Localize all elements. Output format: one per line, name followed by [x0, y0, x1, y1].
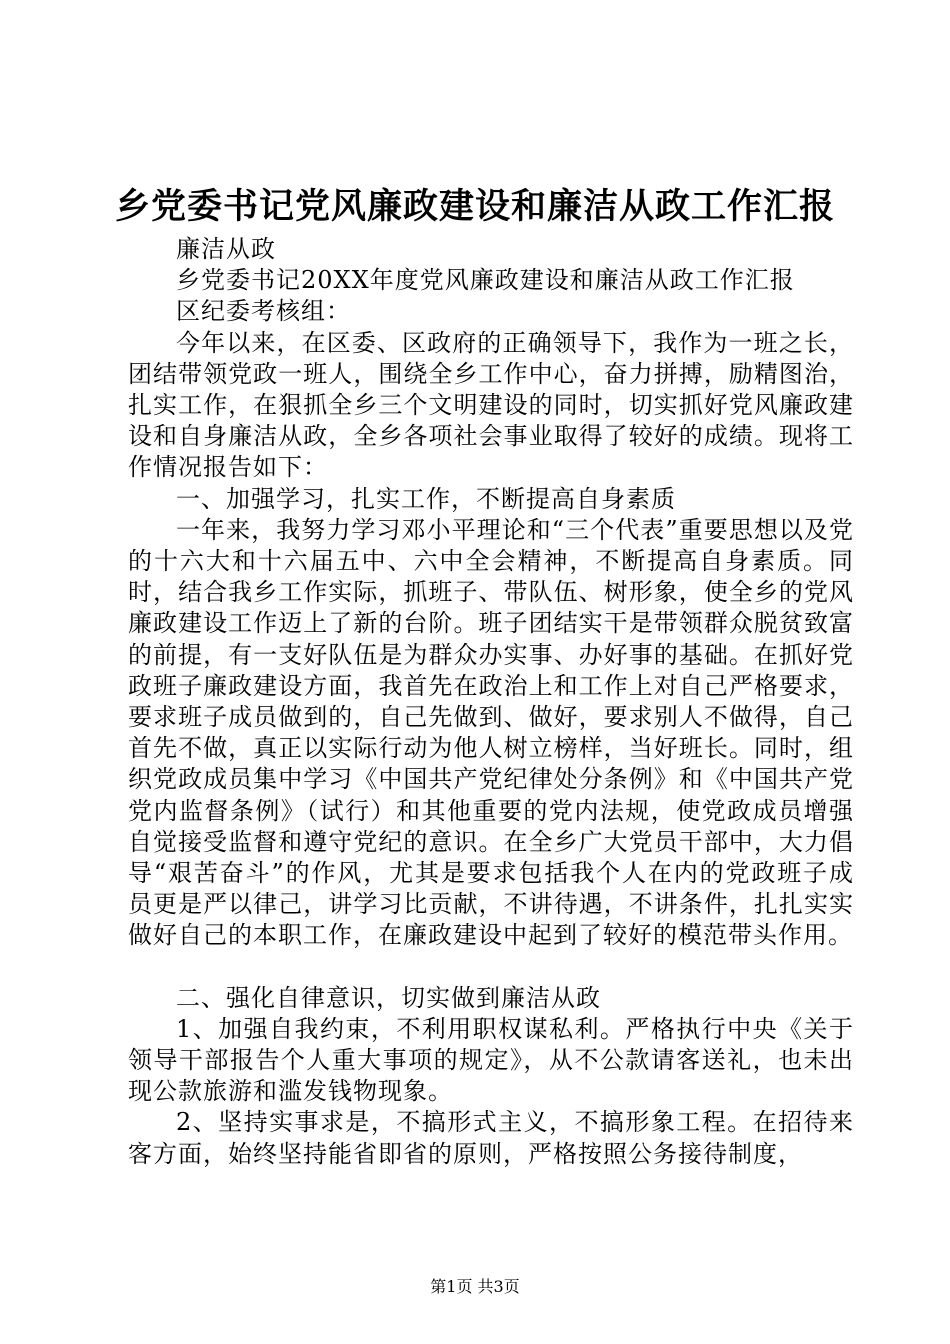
section-heading-2: 二、强化自律意识，切实做到廉洁从政	[176, 983, 601, 1012]
paragraph-salutation: 区纪委考核组：	[176, 297, 351, 326]
paragraph-intro: 今年以来，在区委、区政府的正确领导下，我作为一班之长，团结带领党政一班人，围绕全乡工作中心，奋力拼搏，励精图治，扎实工作，在狠抓全乡三个文明建设的同时，切实抓好党风廉政建设和自身廉洁从政，全乡各项社会事业取得了较好的成绩。现将工作情况报告如下：	[128, 328, 854, 482]
paragraph-item-2: 2、坚持实事求是，不搞形式主义，不搞形象工程。在招待来客方面，始终坚持能省即省的原则，严格按照公务接待制度，	[128, 1108, 854, 1168]
page-number-label: 第1页 共3页	[430, 1277, 520, 1296]
paragraph-item-1: 1、加强自我约束，不利用职权谋私利。严格执行中央《关于领导干部报告个人重大事项的规定》，从不公款请客送礼，也未出现公款旅游和滥发钱物现象。	[128, 1014, 854, 1106]
document-body	[128, 234, 854, 1170]
paragraph-subtitle: 乡党委书记20XX年度党风廉政建设和廉洁从政工作汇报	[176, 266, 795, 295]
paragraph-category: 廉洁从政	[176, 235, 276, 263]
page-footer	[0, 1276, 950, 1298]
document-title: 乡党委书记党风廉政建设和廉洁从政工作汇报	[114, 186, 835, 227]
section-heading-1: 一、加强学习，扎实工作，不断提高自身素质	[176, 484, 676, 513]
paragraph-section-1: 一年来，我努力学习邓小平理论和“三个代表”重要思想以及党的十六大和十六届五中、六中全会精神，不断提高自身素质。同时，结合我乡工作实际，抓班子、带队伍、树形象，使全乡的党风廉政建设工作迈上了新的台阶。班子团结实干是带领群众脱贫致富的前提，有一支好队伍是为群众办实事、办好事的基础。在抓好党政班子廉政建设方面，我首先在政治上和工作上对自己严格要求，要求班子成员做到的，自己先做到、做好，要求别人不做得，自己首先不做，真正以实际行动为他人树立榜样，当好班长。同时，组织党政成员集中学习《中国共产党纪律处分条例》和《中国共产党党内监督条例》（试行）和其他重要的党内法规，使党政成员增强自觉接受监督和遵守党纪的意识。在全乡广大党员干部中，大力倡导“艰苦奋斗”的作风，尤其是要求包括我个人在内的党政班子成员更是严以律己，讲学习比贡献，不讲待遇，不讲条件，扎扎实实做好自己的本职工作，在廉政建设中起到了较好的模范带头作用。	[128, 515, 854, 950]
